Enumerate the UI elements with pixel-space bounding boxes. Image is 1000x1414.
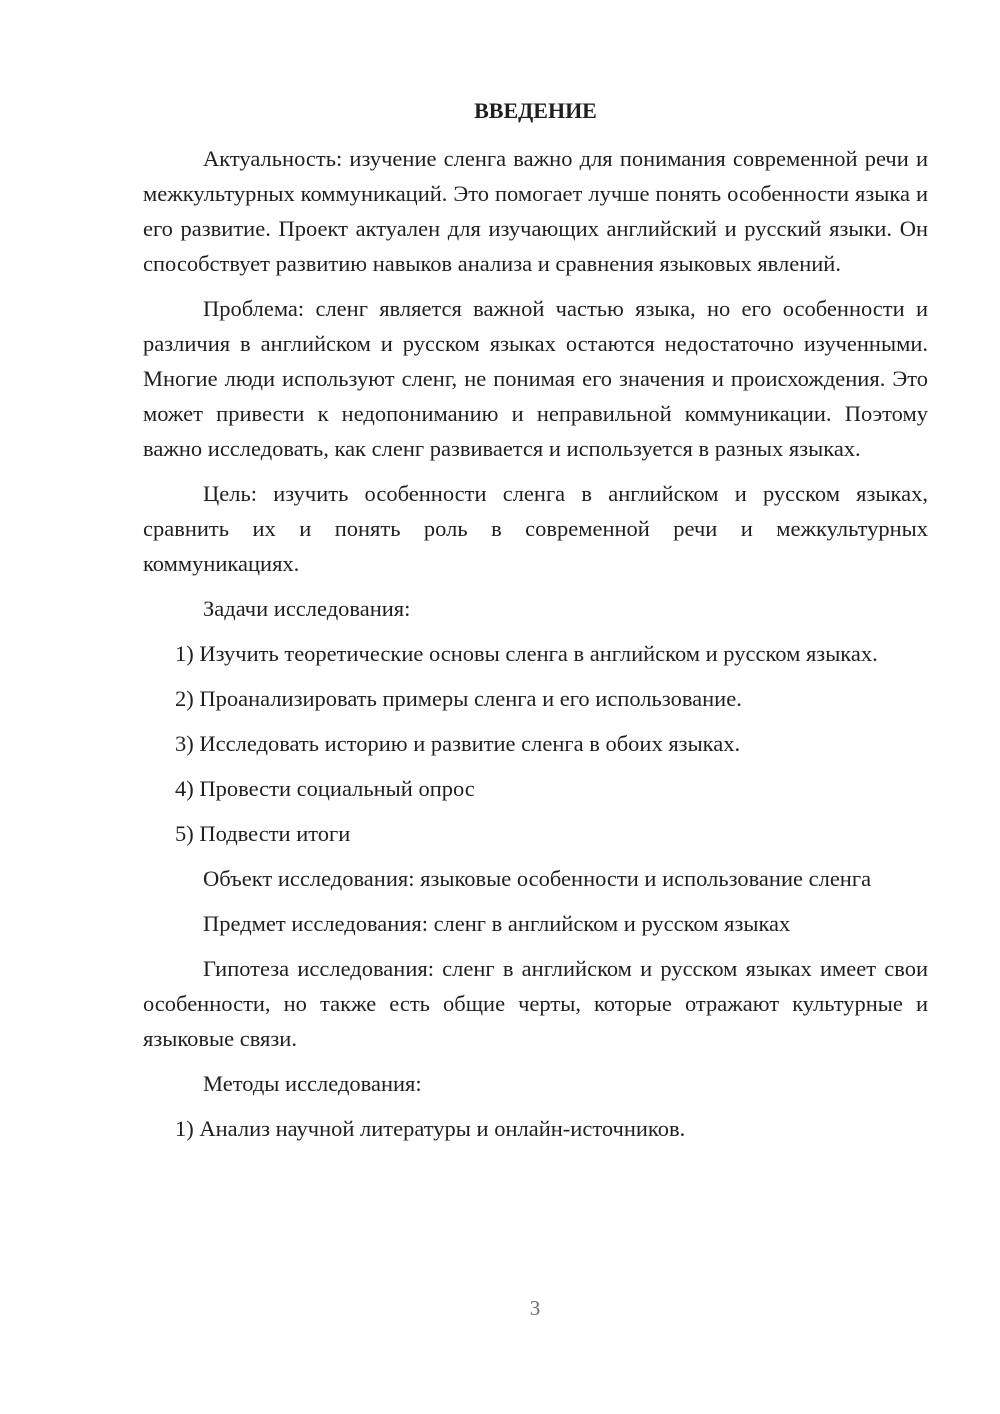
task-item-1: 1) Изучить теоретические основы сленга в английском и русском языках. <box>175 641 878 666</box>
section-title: ВВЕДЕНИЕ <box>474 98 597 123</box>
paragraph-subject: Предмет исследования: сленг в английском и русском языках <box>203 911 791 936</box>
task-item-2: 2) Проанализировать примеры сленга и его использование. <box>175 686 742 711</box>
task-item-5: 5) Подвести итоги <box>175 821 351 846</box>
tasks-heading: Задачи исследования: <box>203 596 411 621</box>
page-number: 3 <box>529 1296 541 1320</box>
task-item-4: 4) Провести социальный опрос <box>175 776 475 801</box>
page-content <box>143 93 928 1156</box>
paragraph-problem: Проблема: сленг является важной частью языка, но его особенности и различия в английском и русском языках остаются недостаточно изученными. Многие люди используют сленг, не понимая его значения и происхождения. Это может привести к недопониманию и неправильной коммуникации. Поэтому важно исследовать, как сленг развивается и используется в разных языках. <box>143 296 928 461</box>
task-item-3: 3) Исследовать историю и развитие сленга в обоих языках. <box>175 731 741 756</box>
method-item-1: 1) Анализ научной литературы и онлайн-источников. <box>175 1116 686 1141</box>
paragraph-hypothesis: Гипотеза исследования: сленг в английском и русском языках имеет свои особенности, но также есть общие черты, которые отражают культурные и языковые связи. <box>143 956 928 1051</box>
paragraph-object: Объект исследования: языковые особенности и использование сленга <box>203 866 872 891</box>
paragraph-relevance: Актуальность: изучение сленга важно для понимания современной речи и межкультурных коммуникаций. Это помогает лучше понять особенности языка и его развитие. Проект актуален для изучающих английский и русский языки. Он способствует развитию навыков анализа и сравнения языковых явлений. <box>143 146 928 276</box>
paragraph-goal: Цель: изучить особенности сленга в английском и русском языках, сравнить их и понять роль в современной речи и межкультурных коммуникациях. <box>143 481 928 576</box>
methods-heading: Методы исследования: <box>203 1071 422 1096</box>
